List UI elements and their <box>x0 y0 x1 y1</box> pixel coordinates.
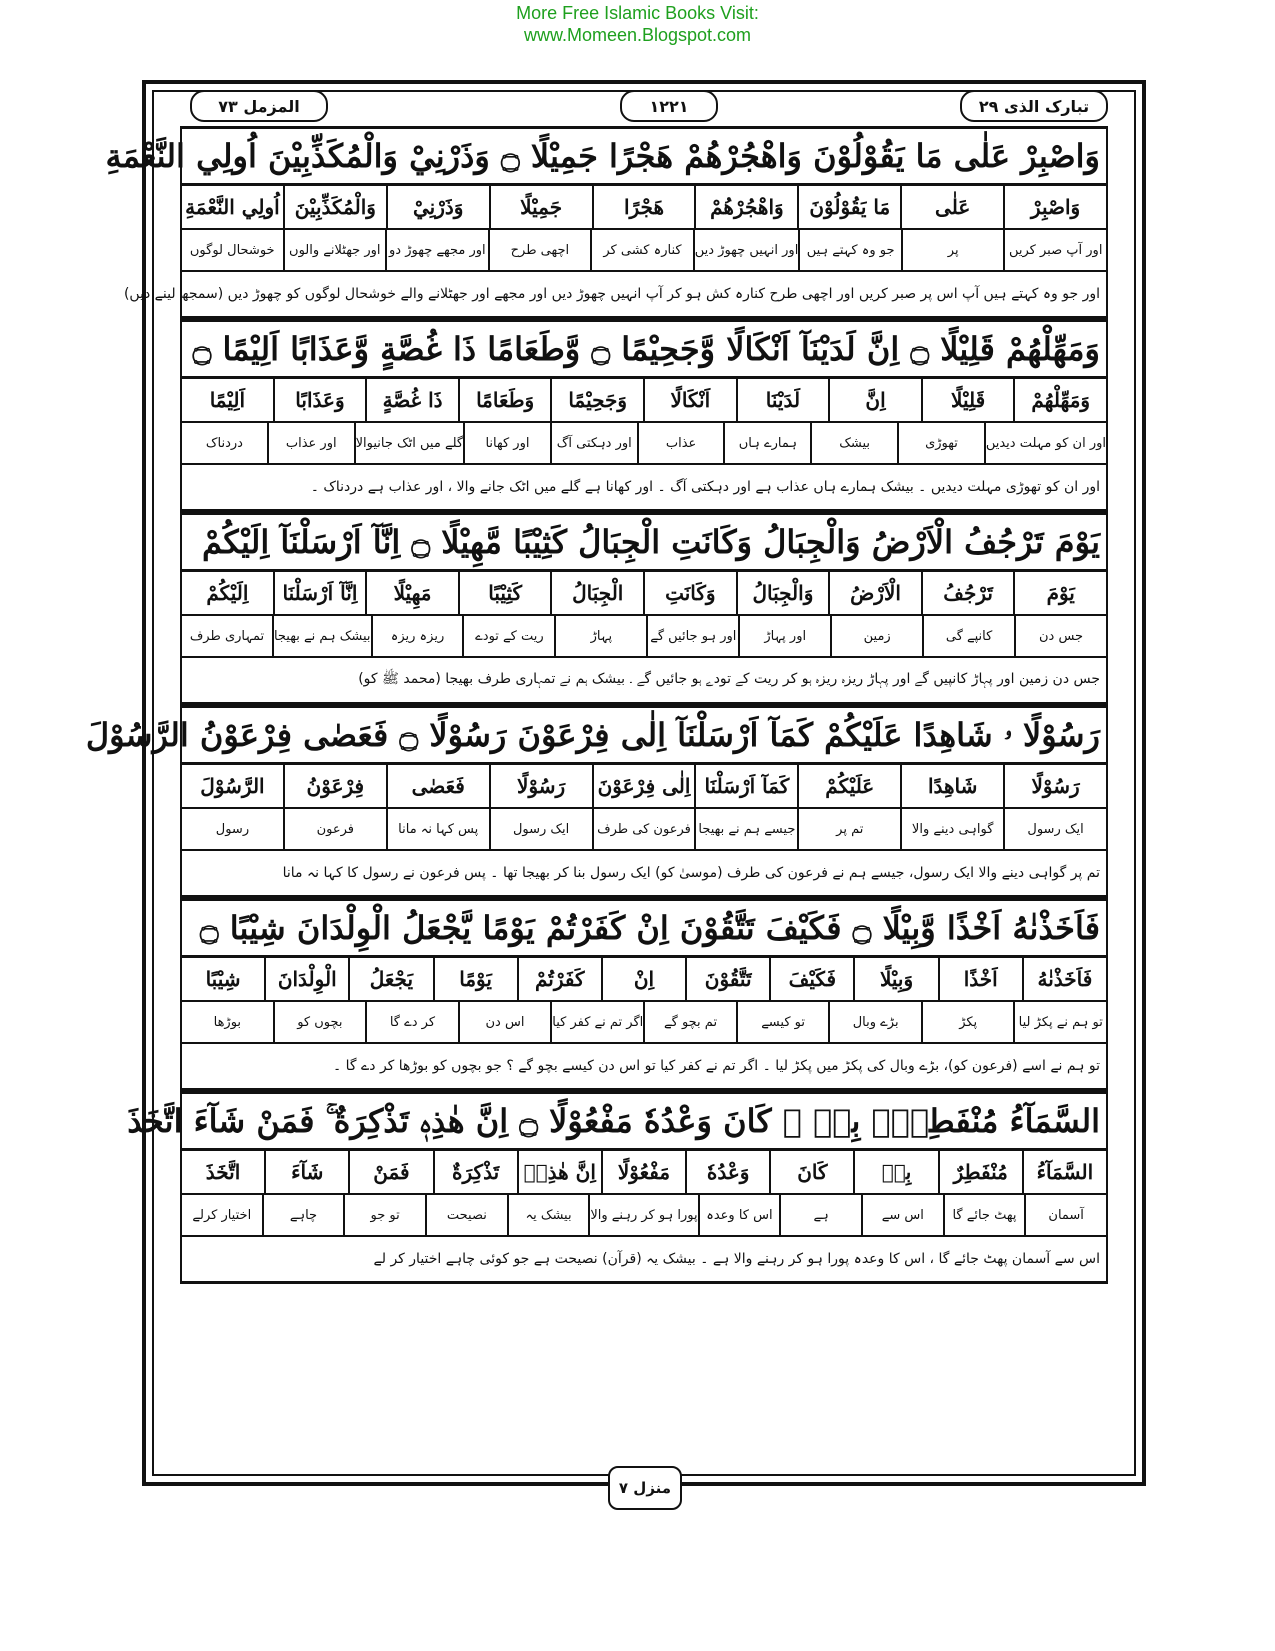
meaning-cell: اگر تم نے کفر کیا <box>550 1002 643 1042</box>
word-cell: قَلِيْلًا <box>921 379 1014 421</box>
meaning-cell: پس کہا نہ مانا <box>386 809 489 849</box>
meaning-cell: اس سے <box>861 1195 943 1235</box>
meaning-cell: ریزہ ریزہ <box>371 616 463 656</box>
word-cell: عَلٰى <box>900 186 1003 228</box>
meaning-cell: تو ہم نے پکڑ لیا <box>1013 1002 1106 1042</box>
word-cell: بِهٖ <box>853 1151 937 1193</box>
word-cell: فِرْعَوْنُ <box>283 765 386 807</box>
word-cell: الْجِبَالُ <box>550 572 643 614</box>
meaning-cell: اور جھٹلانے والوں <box>283 230 386 270</box>
word-cell: الرَّسُوْلَ <box>200 774 265 798</box>
meaning-cell: بیشک ہم نے بھیجا <box>272 616 371 656</box>
meaning-cell: تمہاری طرف <box>189 628 265 644</box>
word-cell: شِيْبًا <box>205 967 241 991</box>
verse-arabic: رَسُوْلًا ۥ شَاهِدًا عَلَيْكُمْ كَمَآ اَرْسَلْنَآ اِلٰى فِرْعَوْنَ رَسُوْلًا ۝ فَعَصٰى فِرْعَوْنُ الرَّسُوْلَ <box>182 705 1106 765</box>
word-cell: اِلٰى فِرْعَوْنَ <box>592 765 695 807</box>
meaning-cell: جیسے ہم نے بھیجا <box>694 809 797 849</box>
meaning-cell: تھوڑی <box>897 423 984 463</box>
meaning-cell: خوشحال لوگوں <box>189 242 275 258</box>
word-cell: وَعْدُهٗ <box>685 1151 769 1193</box>
meaning-row <box>182 230 1106 272</box>
word-cell: مَا يَقُوْلُوْنَ <box>797 186 900 228</box>
meaning-cell: نصیحت <box>425 1195 507 1235</box>
word-cell: الْوِلْدَانَ <box>264 958 348 1000</box>
meaning-cell: پورا ہو کر رہنے والا <box>588 1195 697 1235</box>
verse-section <box>180 319 1108 512</box>
verse-section <box>180 512 1108 705</box>
meaning-cell: کنارہ کشی کر <box>590 230 693 270</box>
word-cell: وَالْجِبَالُ <box>736 572 829 614</box>
meaning-cell: دردناک <box>205 435 243 451</box>
word-cell: يَوْمًا <box>433 958 517 1000</box>
word-cell: شَآءَ <box>264 1151 348 1193</box>
word-cell: هَجْرًا <box>592 186 695 228</box>
word-cell: تَتَّقُوْنَ <box>685 958 769 1000</box>
meaning-row <box>182 1002 1106 1044</box>
word-cell: وَاهْجُرْهُمْ <box>694 186 797 228</box>
verse-arabic: فَاَخَذْنٰهُ اَخْذًا وَّبِيْلًا ۝ فَكَيْفَ تَتَّقُوْنَ اِنْ كَفَرْتُمْ يَوْمًا يَّجْعَلُ الْوِلْدَانَ شِيْبًا ۝ <box>182 898 1106 958</box>
word-cell: جَمِيْلًا <box>489 186 592 228</box>
meaning-cell: تو جو <box>343 1195 425 1235</box>
meaning-cell: اور کھانا <box>463 423 550 463</box>
meaning-cell: ہے <box>779 1195 861 1235</box>
meaning-cell: فرعون <box>283 809 386 849</box>
verse-content <box>85 126 1108 1284</box>
word-cell: الْاَرْضُ <box>828 572 921 614</box>
translation-line: اور ان کو تھوڑی مہلت دیدیں ۔ بیشک ہمارے ہاں عذاب ہے اور دہکتی آگ ۔ اور کھانا ہے گلے میں اٹک جانے والا ، اور عذاب ہے دردناک ۔ <box>182 465 1106 512</box>
word-cell: كَفَرْتُمْ <box>517 958 601 1000</box>
meaning-cell: اور مجھے چھوڑ دو <box>385 230 488 270</box>
word-cell: لَدَيْنَا <box>736 379 829 421</box>
surah-label: المزمل ۷۳ <box>190 90 328 122</box>
meaning-cell: اور پہاڑ <box>738 616 830 656</box>
word-cell: ذَا غُصَّةٍ <box>365 379 458 421</box>
verse-section <box>85 705 1108 898</box>
meaning-cell: اور ان کو مہلت دیدیں <box>984 423 1106 463</box>
meaning-cell: فرعون کی طرف <box>592 809 695 849</box>
meaning-cell: تم بچو گے <box>643 1002 736 1042</box>
meaning-cell: پہاڑ <box>554 616 646 656</box>
promo-link[interactable]: www.Momeen.Blogspot.com <box>523 25 752 45</box>
meaning-cell: بچوں کو <box>273 1002 366 1042</box>
meaning-cell: اختیار کرلے <box>192 1207 252 1223</box>
word-cell: وَكَانَتِ <box>643 572 736 614</box>
translation-line: اور جو وہ کہتے ہیں آپ اس پر صبر کریں اور اچھی طرح کنارہ کش ہو کر آپ انہیں چھوڑ دیں اور مجھے اور جھٹلانے والے خوشحال لوگوں کو چھوڑ دیں (سمجھ لینے دیں) <box>182 272 1106 319</box>
meaning-cell: جو وہ کہتے ہیں <box>798 230 901 270</box>
word-cell: وَذَرْنِيْ <box>386 186 489 228</box>
meaning-cell: بیشک <box>810 423 897 463</box>
meaning-cell: ایک رسول <box>1003 809 1106 849</box>
word-cell: اِنَّآ اَرْسَلْنَا <box>273 572 366 614</box>
meaning-cell: کانپے گی <box>922 616 1014 656</box>
verse-section <box>127 1091 1108 1284</box>
meaning-cell: اور عذاب <box>267 423 354 463</box>
word-cell: اُولِي النَّعْمَةِ <box>185 195 280 219</box>
verse-arabic: وَمَهِّلْهُمْ قَلِيْلًا ۝ اِنَّ لَدَيْنَآ اَنْكَالًا وَّجَحِيْمًا ۝ وَّطَعَامًا ذَا غُصَّةٍ وَّعَذَابًا اَلِيْمًا ۝ <box>182 319 1106 379</box>
meaning-cell: اور انہیں چھوڑ دیں <box>693 230 799 270</box>
word-cell: رَسُوْلًا <box>489 765 592 807</box>
word-cell: السَّمَآءُ <box>1022 1151 1106 1193</box>
word-row <box>182 958 1106 1002</box>
word-row <box>182 765 1106 809</box>
verse-arabic: السَّمَآءُ مُنْفَطِرٌۢ بِهٖ ۗ كَانَ وَعْدُهٗ مَفْعُوْلًا ۝ اِنَّ هٰذِهٖ تَذْكِرَةٌ ۚ فَمَنْ شَآءَ اتَّخَذَ <box>182 1091 1106 1151</box>
word-row <box>182 186 1106 230</box>
word-cell: يَجْعَلُ <box>348 958 432 1000</box>
word-cell: فَكَيْفَ <box>769 958 853 1000</box>
word-cell: اتَّخَذَ <box>205 1160 241 1184</box>
word-cell: تَذْكِرَةٌ <box>433 1151 517 1193</box>
meaning-cell: رسول <box>215 821 250 837</box>
word-cell: شَاهِدًا <box>900 765 1003 807</box>
word-cell: اَخْذًا <box>938 958 1022 1000</box>
word-cell: اِنَّ هٰذِهٖ <box>517 1151 601 1193</box>
meaning-cell: بوڑھا <box>213 1014 242 1030</box>
word-cell: فَمَنْ <box>348 1151 432 1193</box>
translation-line: اس سے آسمان پھٹ جائے گا ، اس کا وعدہ پورا ہو کر رہنے والا ہے ۔ بیشک یہ (قرآن) نصیحت ہے جو کوئی چاہے اختیار کر لے <box>182 1237 1106 1284</box>
word-cell: كَمَآ اَرْسَلْنَا <box>694 765 797 807</box>
meaning-cell: پھٹ جائے گا <box>943 1195 1025 1235</box>
word-row <box>182 1151 1106 1195</box>
verse-section <box>105 126 1108 319</box>
word-cell: تَرْجُفُ <box>921 572 1014 614</box>
meaning-row <box>182 423 1106 465</box>
meaning-row <box>182 1195 1106 1237</box>
meaning-cell: پکڑ <box>921 1002 1014 1042</box>
meaning-cell: ہمارے ہاں <box>723 423 810 463</box>
translation-line: تو ہم نے اسے (فرعون کو)، بڑے وبال کی پکڑ میں پکڑ لیا ۔ اگر تم نے کفر کیا تو اس دن کیسے بچو گے ؟ جو بچوں کو بوڑھا کر دے گا ۔ <box>182 1044 1106 1091</box>
meaning-cell: جس دن <box>1014 616 1106 656</box>
meaning-cell: اور ہو جائیں گے <box>646 616 738 656</box>
word-cell: رَسُوْلًا <box>1003 765 1106 807</box>
meaning-cell: بڑے وبال <box>828 1002 921 1042</box>
word-cell: اَلِيْمًا <box>209 388 246 412</box>
meaning-cell: گواہی دینے والا <box>900 809 1003 849</box>
word-row <box>182 379 1106 423</box>
meaning-cell: آسمان <box>1024 1195 1106 1235</box>
verse-section <box>180 898 1108 1091</box>
meaning-cell: کر دے گا <box>365 1002 458 1042</box>
meaning-cell: زمین <box>830 616 922 656</box>
meaning-cell: بیشک یہ <box>507 1195 589 1235</box>
word-cell: مَهِيْلًا <box>365 572 458 614</box>
word-cell: كَثِيْبًا <box>458 572 551 614</box>
verse-arabic: يَوْمَ تَرْجُفُ الْاَرْضُ وَالْجِبَالُ وَكَانَتِ الْجِبَالُ كَثِيْبًا مَّهِيْلًا ۝ اِنَّآ اَرْسَلْنَآ اِلَيْكُمْ <box>182 512 1106 572</box>
word-cell: اِنْ <box>601 958 685 1000</box>
word-cell: اَنْكَالًا <box>643 379 736 421</box>
meaning-row <box>182 809 1106 851</box>
word-cell: وَاصْبِرْ <box>1003 186 1106 228</box>
page-header <box>180 88 1108 124</box>
meaning-cell: اور آپ صبر کریں <box>1003 230 1106 270</box>
word-cell: فَاَخَذْنٰهُ <box>1022 958 1106 1000</box>
word-cell: عَلَيْكُمْ <box>797 765 900 807</box>
promo-line-1: More Free Islamic Books Visit: <box>516 3 759 23</box>
verse-arabic: وَاصْبِرْ عَلٰى مَا يَقُوْلُوْنَ وَاهْجُرْهُمْ هَجْرًا جَمِيْلًا ۝ وَذَرْنِيْ وَالْمُكَذِّبِيْنَ اُولِي النَّعْمَةِ <box>182 126 1106 186</box>
word-row <box>182 572 1106 616</box>
meaning-row <box>182 616 1106 658</box>
word-cell: وَالْمُكَذِّبِيْنَ <box>283 186 386 228</box>
word-cell: اِنَّ <box>828 379 921 421</box>
word-cell: وَمَهِّلْهُمْ <box>1013 379 1106 421</box>
word-cell: وَطَعَامًا <box>458 379 551 421</box>
meaning-cell: اور دہکتی آگ <box>550 423 637 463</box>
word-cell: فَعَصٰى <box>386 765 489 807</box>
meaning-cell: تم پر <box>797 809 900 849</box>
word-cell: مُنْفَطِرٌ <box>938 1151 1022 1193</box>
translation-line: جس دن زمین اور پہاڑ کانپیں گے اور پہاڑ ریزہ ریزہ ہو کر ریت کے تودے ہو جائیں گے ۔ بیشک ہم نے تمہاری طرف بھیجا (محمد ﷺ کو) <box>182 658 1106 705</box>
meaning-cell: گلے میں اٹک جانیوالا <box>354 423 463 463</box>
translation-line: تم پر گواہی دینے والا ایک رسول، جیسے ہم نے فرعون کی طرف (موسیٰ کو) ایک رسول بنا کر بھیجا تھا ۔ پس فرعون نے رسول کا کہا نہ مانا <box>182 851 1106 898</box>
meaning-cell: پر <box>901 230 1004 270</box>
word-cell: يَوْمَ <box>1013 572 1106 614</box>
meaning-cell: اچھی طرح <box>488 230 591 270</box>
meaning-cell: اس کا وعدہ <box>698 1195 780 1235</box>
word-cell: وَبِيْلًا <box>853 958 937 1000</box>
word-cell: اِلَيْكُمْ <box>206 581 249 605</box>
promo-banner <box>0 2 1275 46</box>
meaning-cell: ریت کے تودے <box>462 616 554 656</box>
meaning-cell: تو کیسے <box>736 1002 829 1042</box>
manzil-label: منزل ۷ <box>608 1466 682 1510</box>
meaning-cell: عذاب <box>637 423 724 463</box>
page-number: ۱۲۲۱ <box>620 90 718 122</box>
word-cell: وَعَذَابًا <box>273 379 366 421</box>
meaning-cell: ایک رسول <box>489 809 592 849</box>
word-cell: وَجَحِيْمًا <box>550 379 643 421</box>
meaning-cell: اس دن <box>458 1002 551 1042</box>
meaning-cell: چاہے <box>262 1195 344 1235</box>
word-cell: كَانَ <box>769 1151 853 1193</box>
para-label: تبارک الذی ۲۹ <box>960 90 1108 122</box>
word-cell: مَفْعُوْلًا <box>601 1151 685 1193</box>
